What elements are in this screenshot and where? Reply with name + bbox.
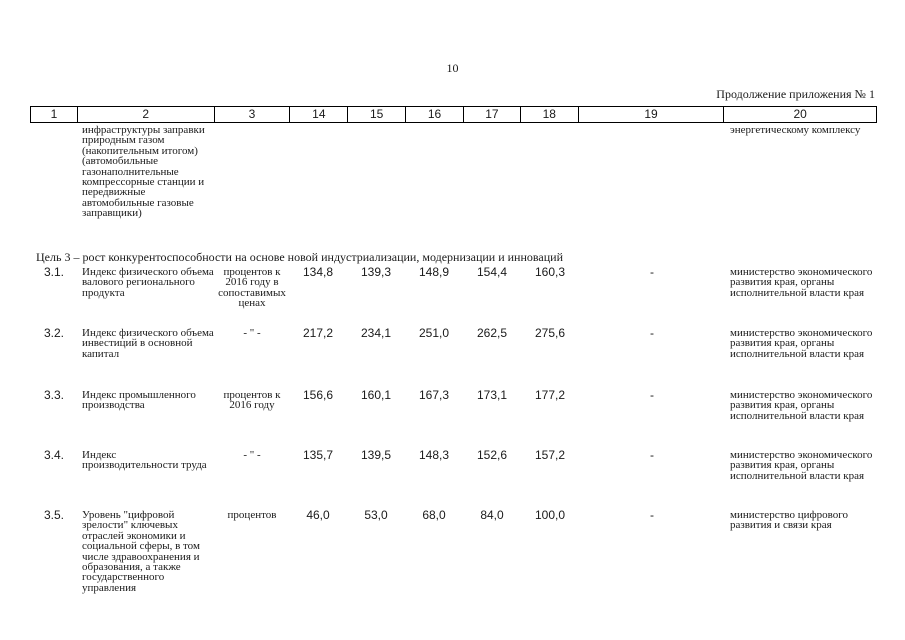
value-col-18: 160,3	[534, 265, 566, 279]
value-col-17: 262,5	[476, 326, 508, 340]
row-number: 3.4.	[44, 448, 65, 462]
goal-heading: Цель 3 – рост конкурентоспособности на основе новой индустриализации, модернизации и инноваций	[36, 250, 563, 264]
value-col-15: 139,5	[360, 448, 392, 462]
responsible-executor: министерство цифрового развития и связи края	[730, 509, 849, 532]
value-col-19: -	[650, 326, 654, 340]
value-col-18: 100,0	[534, 508, 566, 522]
value-col-15: 160,1	[360, 388, 392, 402]
value-col-17: 154,4	[476, 265, 508, 279]
value-col-19: -	[650, 448, 654, 462]
responsible-executor: министерство экономического развития края, органы исполнительной власти края	[730, 449, 873, 482]
value-col-16: 148,3	[418, 448, 450, 462]
value-col-14: 156,6	[302, 388, 334, 402]
header-col-2: 2	[77, 107, 214, 122]
value-col-19: -	[650, 508, 654, 522]
header-col-20: 20	[723, 107, 876, 122]
unit-of-measure: процентов	[227, 509, 277, 521]
page-number: 10	[446, 61, 459, 75]
indicator-name: Индекс промышленного производства	[82, 389, 196, 412]
header-col-16: 16	[405, 107, 463, 122]
appendix-continuation-note: Продолжение приложения № 1	[716, 87, 875, 101]
value-col-14: 134,8	[302, 265, 334, 279]
unit-of-measure: - " -	[243, 449, 261, 461]
value-col-14: 46,0	[306, 508, 330, 522]
responsible-executor: министерство экономического развития края, органы исполнительной власти края	[730, 327, 873, 360]
value-col-16: 167,3	[418, 388, 450, 402]
row-number: 3.2.	[44, 326, 65, 340]
table-header-row	[30, 106, 877, 123]
continued-executor-text: энергетическому комплексу	[730, 124, 861, 136]
header-col-19: 19	[578, 107, 724, 122]
header-col-1: 1	[50, 107, 58, 121]
value-col-17: 173,1	[476, 388, 508, 402]
value-col-19: -	[650, 265, 654, 279]
value-col-15: 234,1	[360, 326, 392, 340]
header-col-14: 14	[289, 107, 347, 122]
value-col-15: 139,3	[360, 265, 392, 279]
row-number: 3.3.	[44, 388, 65, 402]
value-col-16: 68,0	[422, 508, 446, 522]
value-col-15: 53,0	[364, 508, 388, 522]
row-number: 3.1.	[44, 265, 65, 279]
value-col-18: 177,2	[534, 388, 566, 402]
value-col-16: 148,9	[418, 265, 450, 279]
header-col-18: 18	[520, 107, 578, 122]
value-col-17: 84,0	[480, 508, 504, 522]
value-col-16: 251,0	[418, 326, 450, 340]
indicator-name: Индекс производительности труда	[82, 449, 207, 472]
value-col-14: 135,7	[302, 448, 334, 462]
header-col-15: 15	[347, 107, 405, 122]
continued-indicator-text: инфраструктуры заправки природным газом (накопительным итогом) (автомобильные газонаполнительные компрессорные станции и передвижные автомобильные газовые заправщики)	[82, 124, 205, 220]
header-col-17: 17	[463, 107, 520, 122]
value-col-14: 217,2	[302, 326, 334, 340]
value-col-18: 157,2	[534, 448, 566, 462]
responsible-executor: министерство экономического развития края, органы исполнительной власти края	[730, 266, 873, 299]
indicator-name: Индекс физического объема инвестиций в основной капитал	[82, 327, 214, 360]
value-col-19: -	[650, 388, 654, 402]
row-number: 3.5.	[44, 508, 65, 522]
value-col-18: 275,6	[534, 326, 566, 340]
responsible-executor: министерство экономического развития края, органы исполнительной власти края	[730, 389, 873, 422]
indicator-name: Индекс физического объема валового регионального продукта	[82, 266, 214, 299]
value-col-17: 152,6	[476, 448, 508, 462]
header-col-3: 3	[214, 107, 290, 122]
unit-of-measure: процентов к 2016 году в сопоставимых ценах	[218, 266, 286, 310]
unit-of-measure: - " -	[243, 327, 261, 339]
unit-of-measure: процентов к 2016 году	[223, 389, 281, 412]
indicator-name: Уровень "цифровой зрелости" ключевых отраслей экономики и социальной сферы, в том числе здравоохранения и образования, а также государственного управления	[82, 509, 200, 594]
